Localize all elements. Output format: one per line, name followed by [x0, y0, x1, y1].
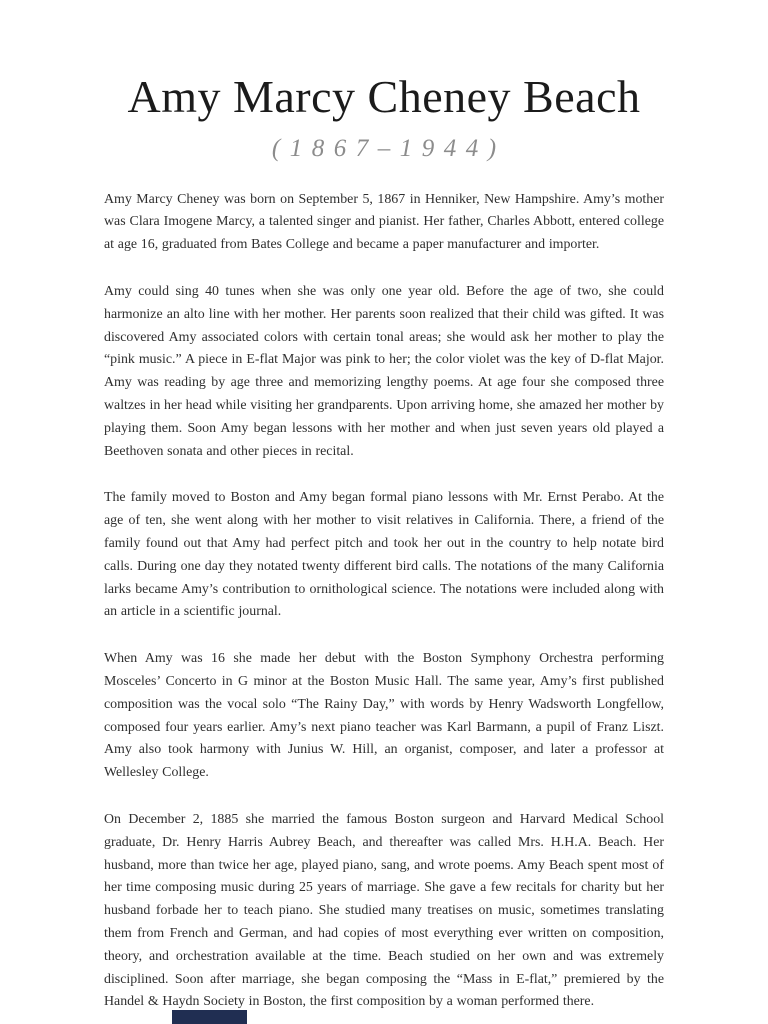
document-header	[0, 0, 768, 163]
bottom-partial-bar	[172, 1010, 247, 1024]
article-body	[104, 189, 664, 1015]
page-subtitle-dates: (1867–1944)	[271, 134, 506, 162]
paragraph-boston-bird-calls: The family moved to Boston and Amy began formal piano lessons with Mr. Ernst Perabo. At the age of ten, she went along with her mother to visit relatives in California. There, a friend of the family found out that Amy had perfect pitch and took her out in the country to help notate bird calls. During one day they notated twenty different bird calls. The notations of the many California larks became Amy’s contribution to ornithological science. The notations were included along with an article in a scientific journal.	[104, 490, 664, 620]
paragraph-marriage-composing: On December 2, 1885 she married the famous Boston surgeon and Harvard Medical School graduate, Dr. Henry Harris Aubrey Beach, and thereafter was called Mrs. H.H.A. Beach. Her husband, more than twice her age, played piano, sang, and wrote poems. Amy Beach spent most of her time composing music during 25 years of marriage. She gave a few recitals for charity but her husband forbade her to teach piano. She studied many treatises on music, sometimes translating them from French and German, and had copies of most everything ever written on composition, theory, and orchestration available at the time. Beach studied on her own and was extremely disciplined. Soon after marriage, she began composing the “Mass in E-flat,” premiered by the Handel & Haydn Society in Boston, the first composition by a woman performed there.	[104, 811, 664, 1010]
paragraph-child-prodigy: Amy could sing 40 tunes when she was only one year old. Before the age of two, she could harmonize an alto line with her mother. Her parents soon realized that their child was gifted. It was discovered Amy associated colors with certain tonal areas; she would ask her mother to play the “pink music.” A piece in E-flat Major was pink to her; the color violet was the key of D-flat Major. Amy was reading by age three and memorizing lengthy poems. At age four she composed three waltzes in her head while visiting her grandparents. Upon arriving home, she amazed her mother by playing them. Soon Amy began lessons with her mother and when just seven years old played a Beethoven sonata and other pieces in recital.	[104, 283, 664, 459]
page-title: Amy Marcy Cheney Beach	[127, 71, 641, 122]
paragraph-debut-teachers: When Amy was 16 she made her debut with the Boston Symphony Orchestra performing Mosceles’ Concerto in G minor at the Boston Music Hall. The same year, Amy’s first published composition was the vocal solo “The Rainy Day,” with words by Henry Wadsworth Longfellow, composed four years earlier. Amy’s next piano teacher was Karl Barmann, a pupil of Franz Liszt. Amy also took harmony with Junius W. Hill, an organist, composer, and later a professor at Wellesley College.	[104, 651, 664, 781]
paragraph-birth-family: Amy Marcy Cheney was born on September 5, 1867 in Henniker, New Hampshire. Amy’s mother was Clara Imogene Marcy, a talented singer and pianist. Her father, Charles Abbott, entered college at age 16, graduated from Bates College and became a paper manufacturer and importer.	[104, 191, 664, 253]
